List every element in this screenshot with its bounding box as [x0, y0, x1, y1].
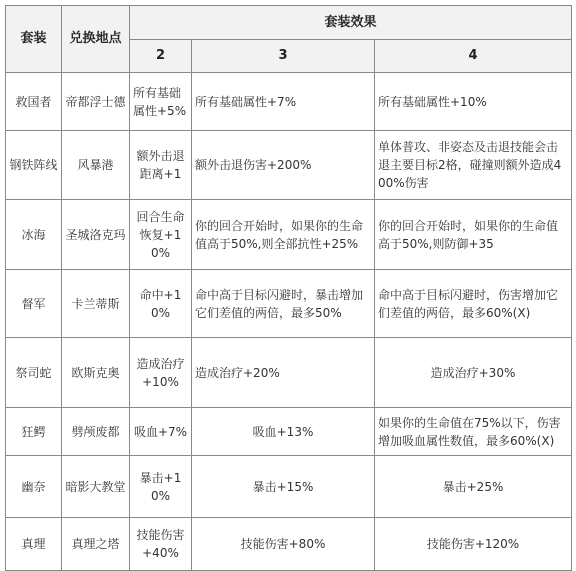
- set-name: 幽奈: [6, 456, 62, 518]
- tier-4-effect: 如果你的生命值在75%以下，伤害增加吸血属性数值，最多60%(X): [375, 408, 572, 456]
- set-name: 救国者: [6, 73, 62, 131]
- tier-3-effect: 所有基础属性+7%: [192, 73, 375, 131]
- table-row: [6, 518, 572, 571]
- set-name: 钢铁阵线: [6, 131, 62, 200]
- tier-2-effect: 造成治疗+10%: [130, 338, 192, 408]
- tier-3-effect: 暴击+15%: [192, 456, 375, 518]
- set-location: 风暴港: [62, 131, 130, 200]
- header-tier-4: 4: [375, 40, 572, 73]
- tier-2-effect: 命中+10%: [130, 270, 192, 338]
- set-name: 督军: [6, 270, 62, 338]
- table-body: [6, 73, 572, 571]
- set-location: 欧斯克奥: [62, 338, 130, 408]
- table-row: [6, 456, 572, 518]
- tier-4-effect: 单体普攻、非姿态及击退技能会击退主要目标2格，碰撞则额外造成400%伤害: [375, 131, 572, 200]
- table-row: [6, 408, 572, 456]
- tier-4-effect: 命中高于目标闪避时，伤害增加它们差值的两倍，最多60%(X): [375, 270, 572, 338]
- table-row: [6, 270, 572, 338]
- set-location: 帝都浮士德: [62, 73, 130, 131]
- tier-4-effect: 暴击+25%: [375, 456, 572, 518]
- tier-3-effect: 技能伤害+80%: [192, 518, 375, 571]
- set-name: 祭司蛇: [6, 338, 62, 408]
- tier-2-effect: 额外击退距离+1: [130, 131, 192, 200]
- set-location: 劈颅废都: [62, 408, 130, 456]
- header-set: 套装: [6, 6, 62, 73]
- table-row: [6, 131, 572, 200]
- set-effects-table: [5, 5, 572, 571]
- tier-4-effect: 技能伤害+120%: [375, 518, 572, 571]
- tier-3-effect: 命中高于目标闪避时，暴击增加它们差值的两倍，最多50%: [192, 270, 375, 338]
- set-location: 暗影大教堂: [62, 456, 130, 518]
- header-location: 兑换地点: [62, 6, 130, 73]
- set-location: 卡兰蒂斯: [62, 270, 130, 338]
- tier-4-effect: 造成治疗+30%: [375, 338, 572, 408]
- tier-3-effect: 你的回合开始时，如果你的生命值高于50%,则全部抗性+25%: [192, 200, 375, 270]
- table-row: [6, 73, 572, 131]
- tier-2-effect: 吸血+7%: [130, 408, 192, 456]
- tier-4-effect: 所有基础属性+10%: [375, 73, 572, 131]
- table-row: [6, 338, 572, 408]
- tier-2-effect: 技能伤害+40%: [130, 518, 192, 571]
- tier-3-effect: 造成治疗+20%: [192, 338, 375, 408]
- header-tier-3: 3: [192, 40, 375, 73]
- tier-2-effect: 暴击+10%: [130, 456, 192, 518]
- table-header: [6, 6, 572, 73]
- tier-2-effect: 回合生命恢复+10%: [130, 200, 192, 270]
- tier-3-effect: 额外击退伤害+200%: [192, 131, 375, 200]
- header-effects: 套装效果: [130, 6, 572, 40]
- set-location: 圣城洛克玛: [62, 200, 130, 270]
- tier-3-effect: 吸血+13%: [192, 408, 375, 456]
- set-name: 真理: [6, 518, 62, 571]
- set-name: 狂鳄: [6, 408, 62, 456]
- header-tier-2: 2: [130, 40, 192, 73]
- table-row: [6, 200, 572, 270]
- tier-4-effect: 你的回合开始时，如果你的生命值高于50%,则防御+35: [375, 200, 572, 270]
- set-name: 冰海: [6, 200, 62, 270]
- set-location: 真理之塔: [62, 518, 130, 571]
- tier-2-effect: 所有基础属性+5%: [130, 73, 192, 131]
